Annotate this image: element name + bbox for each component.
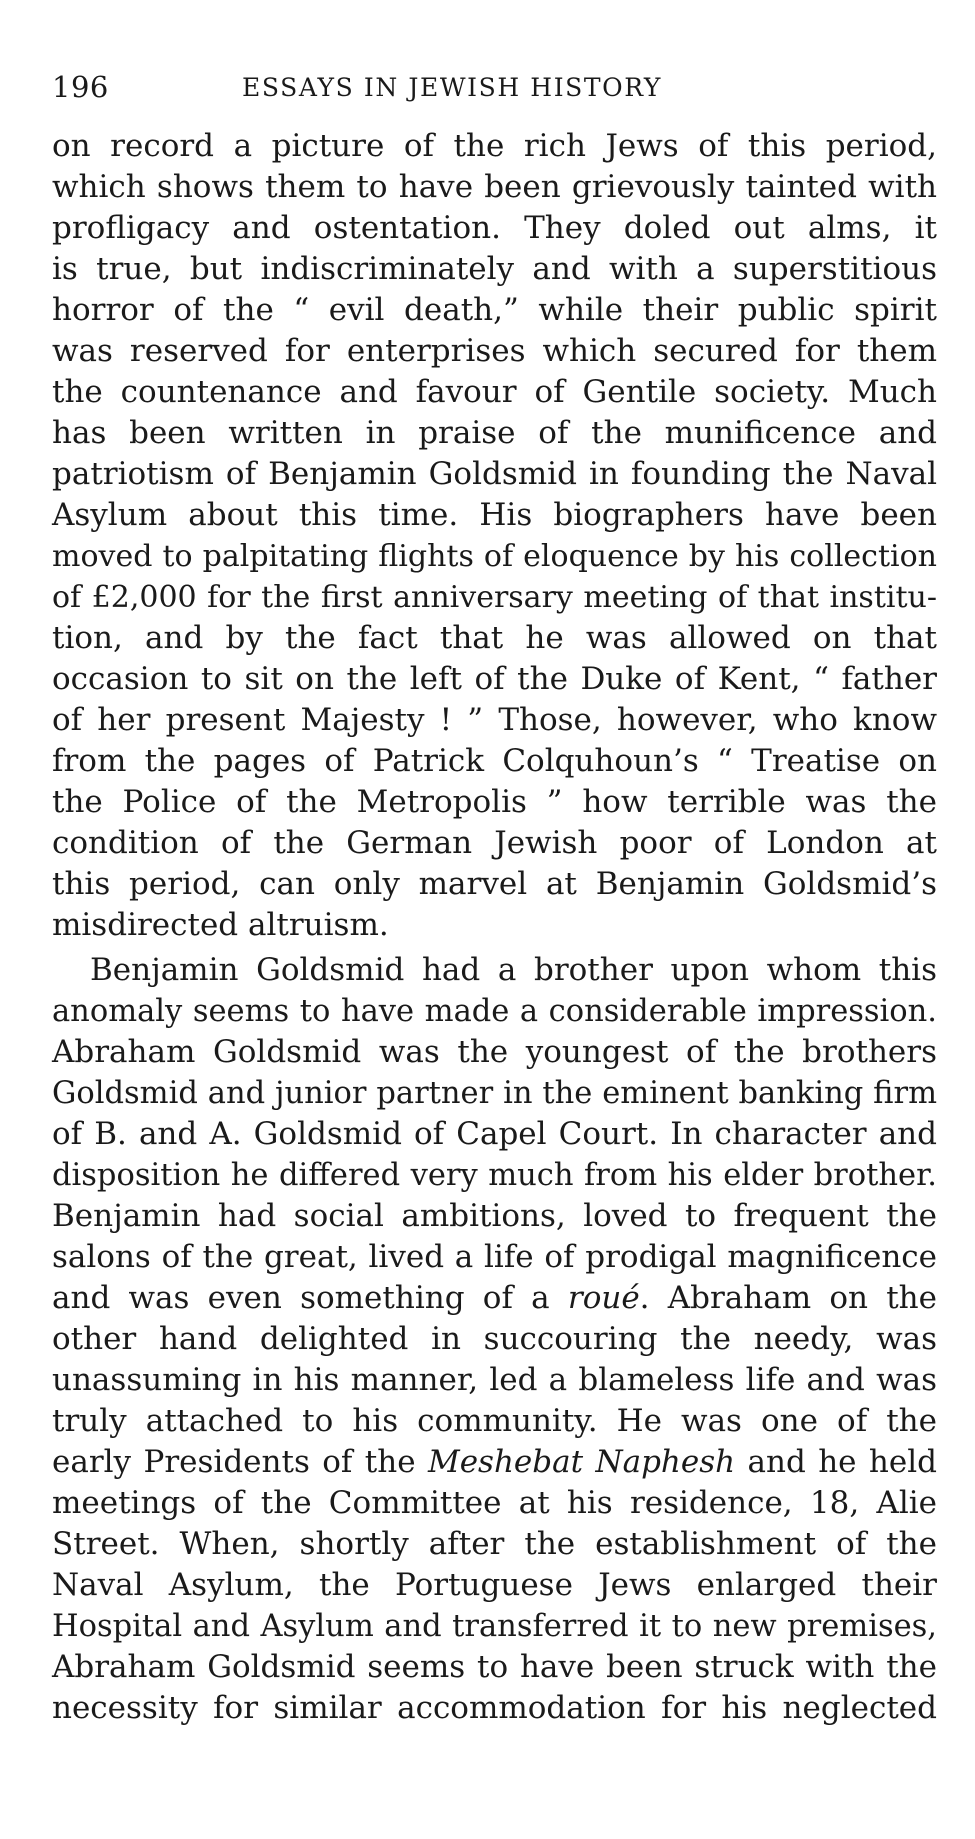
paragraph-1 (52, 126, 937, 946)
text-line: Goldsmid and junior partner in the eminent banking firm (52, 1076, 937, 1111)
text-line: occasion to sit on the left of the Duke of Kent, “ father (52, 661, 937, 697)
text-line-with-italic (52, 1278, 937, 1319)
text-line: salons of the great, lived a life of prodigal magnificence (52, 1239, 937, 1275)
running-head (52, 70, 937, 110)
text-line: Asylum about this time. His biographers have been (52, 497, 937, 533)
text-line: this period, can only marvel at Benjamin Goldsmid’s (52, 866, 937, 902)
text-line: profligacy and ostentation. They doled out alms, it (52, 210, 937, 246)
body-text (52, 126, 937, 1729)
text-line: the countenance and favour of Gentile society. Much (52, 374, 937, 410)
text-line: Benjamin Goldsmid had a brother upon whom this (90, 952, 937, 988)
text-line: Abraham Goldsmid seems to have been struck with the (52, 1649, 937, 1685)
text-line: Naval Asylum, the Portuguese Jews enlarged their (52, 1567, 937, 1603)
text-line: was reserved for enterprises which secured for them (52, 333, 937, 369)
running-title: ESSAYS IN JEWISH HISTORY (242, 73, 663, 102)
text-segment: early Presidents of the (52, 1444, 428, 1480)
text-line: horror of the “ evil death,” while their public spirit (52, 292, 937, 328)
paragraph-2 (52, 950, 937, 1729)
italic-word-roue: roué (567, 1280, 640, 1316)
text-line: on record a picture of the rich Jews of this period, (52, 128, 937, 164)
text-line: Hospital and Asylum and transferred it to new premises, (52, 1609, 937, 1644)
page-number: 196 (52, 70, 109, 104)
text-line: is true, but indiscriminately and with a superstitious (52, 251, 937, 287)
text-line: the Police of the Metropolis ” how terrible was the (52, 784, 937, 820)
text-segment: and was even something of a (52, 1280, 568, 1316)
text-line: truly attached to his community. He was one of the (52, 1403, 937, 1439)
text-line: other hand delighted in succouring the needy, was (52, 1321, 937, 1357)
text-line: unassuming in his manner, led a blameless life and was (52, 1362, 937, 1398)
text-line: Street. When, shortly after the establishment of the (52, 1526, 937, 1562)
text-line: Abraham Goldsmid was the youngest of the brothers (52, 1034, 937, 1070)
text-line: moved to palpitating flights of eloquence by his collection (52, 539, 937, 574)
text-line: anomaly seems to have made a considerable impression. (52, 994, 937, 1029)
text-line: which shows them to have been grievously tainted with (52, 169, 937, 205)
text-line: meetings of the Committee at his residence, 18, Alie (52, 1485, 937, 1521)
text-line: Benjamin had social ambitions, loved to frequent the (52, 1198, 937, 1234)
text-line: necessity for similar accommodation for his neglected (52, 1690, 937, 1726)
text-line: from the pages of Patrick Colquhoun’s “ Treatise on (52, 743, 937, 779)
text-line: disposition he differed very much from his elder brother. (52, 1158, 937, 1193)
italic-name-meshebat-naphesh: Meshebat Naphesh (427, 1444, 736, 1480)
text-line: condition of the German Jewish poor of London at (52, 825, 937, 861)
text-line: of her present Majesty ! ” Those, however, who know (52, 702, 937, 738)
text-line: of B. and A. Goldsmid of Capel Court. In character and (52, 1116, 937, 1152)
text-line: misdirected altruism. (52, 907, 389, 943)
text-line: of £2,000 for the first anniversary meeting of that institu- (52, 580, 937, 615)
text-line: has been written in praise of the munificence and (52, 415, 937, 451)
text-line-with-italic (52, 1442, 937, 1483)
text-segment: . Abraham on the (639, 1280, 937, 1316)
text-segment: and he held (735, 1444, 937, 1480)
text-line: tion, and by the fact that he was allowed on that (52, 620, 937, 656)
text-line: patriotism of Benjamin Goldsmid in founding the Naval (52, 456, 937, 492)
